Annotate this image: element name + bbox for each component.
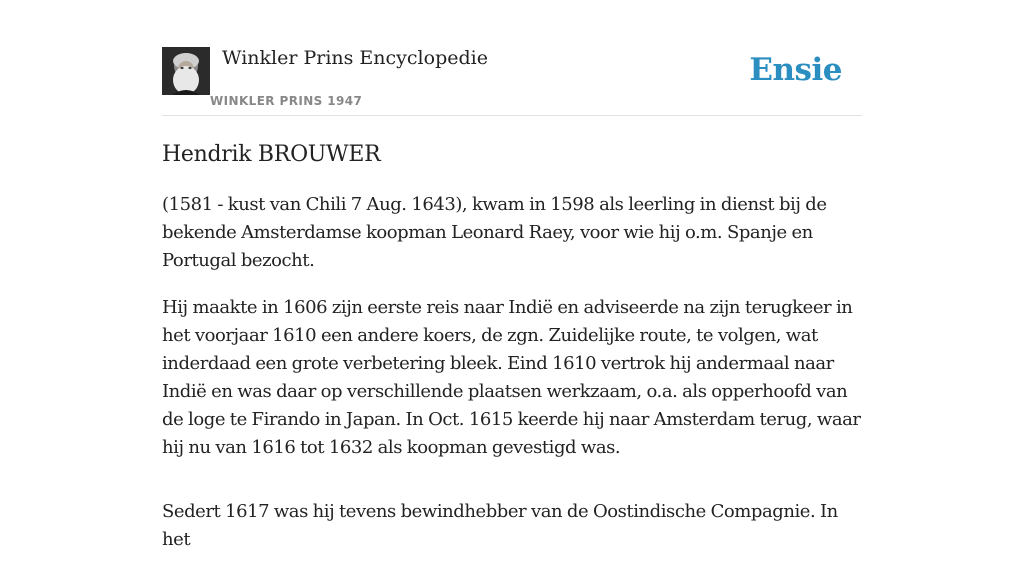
article <box>162 140 862 573</box>
article-paragraph: Hij maakte in 1606 zijn eerste reis naar Indië en adviseerde na zijn terugkeer in het voorjaar 1610 een andere koers, de zgn. Zuidelijke route, te volgen, wat inderdaad een grote verbetering bleek. Eind 1610 vertrok hij andermaal naar Indië en was daar op verschillende plaatsen werkzaam, o.a. als opperhoofd van de loge te Firando in Japan. In Oct. 1615 keerde hij naar Amsterdam terug, waar hij nu van 1616 tot 1632 als koopman gevestigd was. <box>162 297 861 458</box>
source-header <box>162 46 862 116</box>
article-title: Hendrik BROUWER <box>162 142 381 167</box>
article-paragraph: Sedert 1617 was hij tevens bewindhebber van de Oostindische Compagnie. In het <box>162 501 838 550</box>
article-body <box>162 191 862 554</box>
source-edition[interactable]: WINKLER PRINS 1947 <box>210 94 363 108</box>
portrait-avatar-icon[interactable] <box>162 47 210 95</box>
article-paragraph: (1581 - kust van Chili 7 Aug. 1643), kwam in 1598 als leerling in dienst bij de bekende Amsterdamse koopman Leonard Raey, voor wie hij o.m. Spanje en Portugal bezocht. <box>162 194 827 271</box>
brand-logo[interactable]: Ensie <box>749 52 842 88</box>
header-divider <box>162 115 862 116</box>
source-title[interactable]: Winkler Prins Encyclopedie <box>222 47 488 69</box>
